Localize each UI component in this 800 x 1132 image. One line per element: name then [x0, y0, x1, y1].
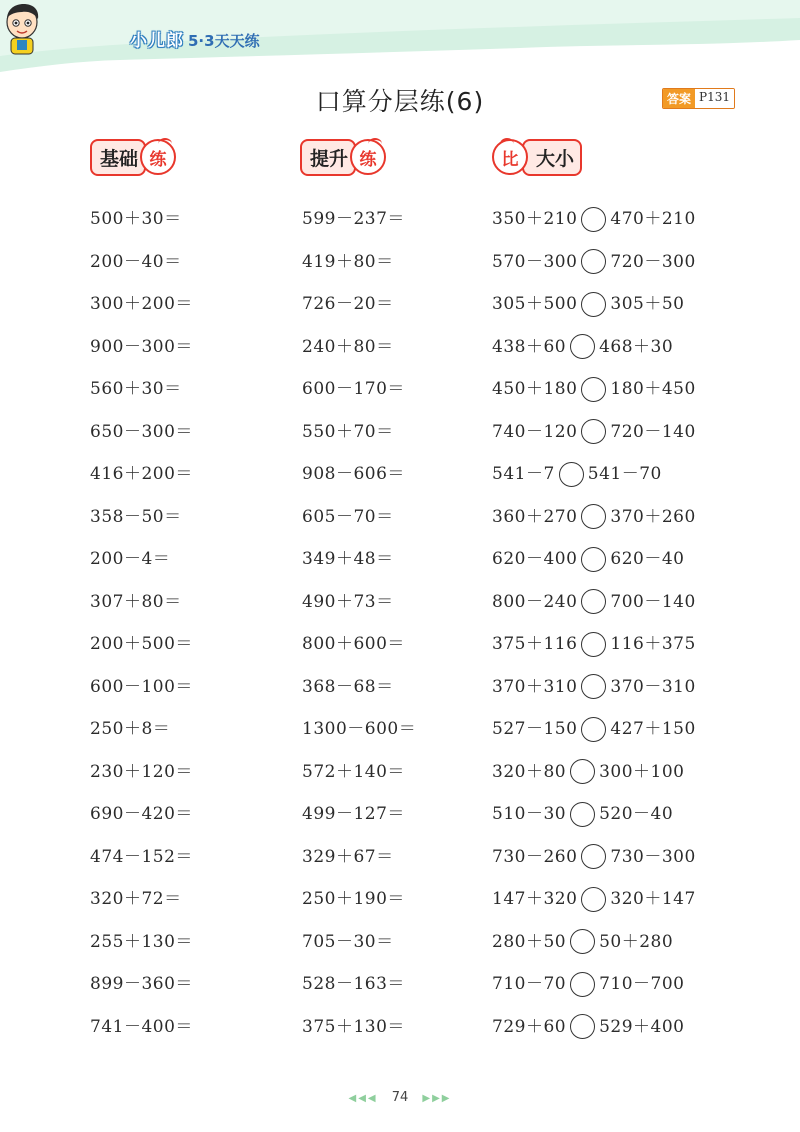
section-compare-circle: [492, 139, 528, 175]
compare-left-expression: 730－260: [492, 846, 578, 867]
basic-problem: 500＋30＝: [90, 209, 182, 229]
compare-right-expression: 50＋280: [599, 931, 674, 952]
compare-left-expression: 360＋270: [492, 506, 578, 527]
section-basic-label: 基础: [90, 139, 146, 176]
answer-circle[interactable]: [581, 292, 606, 317]
basic-problem: 200＋500＝: [90, 634, 193, 654]
compare-left-expression: 729＋60: [492, 1016, 567, 1037]
answer-circle[interactable]: [581, 674, 606, 699]
compare-right-expression: 720－300: [610, 251, 696, 272]
basic-problem: 416＋200＝: [90, 464, 193, 484]
advance-problem: 329＋67＝: [302, 846, 394, 867]
answer-circle[interactable]: [570, 334, 595, 359]
answer-circle[interactable]: [581, 887, 606, 912]
advance-problem: 349＋48＝: [302, 549, 394, 569]
basic-problem: 300＋200＝: [90, 294, 193, 314]
advance-problem: 572＋140＝: [302, 761, 405, 782]
compare-problem: [492, 921, 696, 964]
advance-problem: 419＋80＝: [302, 251, 394, 272]
compare-right-expression: 370－310: [610, 676, 696, 697]
compare-problem: [492, 963, 696, 1006]
arrow-arc-icon: [158, 138, 172, 150]
page-title: 口算分层练(6): [315, 87, 485, 116]
answer-circle[interactable]: [581, 419, 606, 444]
brand-logo: 小儿郎: [130, 31, 184, 51]
compare-problem: [492, 241, 696, 284]
compare-problem: [492, 878, 696, 921]
compare-problem: [492, 836, 696, 879]
compare-problem: [492, 538, 696, 581]
section-compare-label: 大小: [522, 139, 582, 176]
answer-tag: [662, 88, 735, 109]
compare-problem: [492, 283, 696, 326]
compare-column: [492, 198, 696, 1048]
compare-problem: [492, 708, 696, 751]
header-band: [0, 0, 800, 72]
section-basic-circle: [140, 139, 176, 175]
compare-left-expression: 350＋210: [492, 209, 578, 229]
compare-right-expression: 520－40: [599, 804, 674, 824]
advance-problem: 490＋73＝: [302, 591, 394, 612]
compare-right-expression: 541－70: [587, 464, 662, 484]
advance-problem: 528－163＝: [302, 974, 405, 994]
answer-circle[interactable]: [581, 377, 606, 402]
compare-problem: [492, 666, 696, 709]
basic-problem: 899－360＝: [90, 974, 193, 994]
compare-right-expression: 305＋50: [610, 294, 685, 314]
answer-circle[interactable]: [581, 589, 606, 614]
section-advance-circle-text: 练: [359, 149, 377, 170]
compare-left-expression: 541－7: [492, 464, 555, 484]
compare-left-expression: 740－120: [492, 421, 578, 442]
advance-problem: 240＋80＝: [302, 336, 394, 357]
basic-problem: 255＋130＝: [90, 931, 193, 952]
compare-left-expression: 527－150: [492, 719, 578, 739]
section-basic-circle-text: 练: [149, 149, 167, 170]
arrow-arc-icon: [368, 138, 382, 150]
compare-right-expression: 468＋30: [599, 336, 674, 357]
compare-left-expression: 370＋310: [492, 676, 578, 697]
answer-page: P131: [695, 89, 734, 108]
basic-problem: 900－300＝: [90, 336, 193, 357]
compare-right-expression: 700－140: [610, 591, 696, 612]
basic-problem: 600－100＝: [90, 676, 193, 697]
compare-problem: [492, 581, 696, 624]
advance-column: [302, 198, 416, 1048]
basic-problem: 250＋8＝: [90, 719, 171, 739]
compare-left-expression: 510－30: [492, 804, 567, 824]
compare-left-expression: 320＋80: [492, 761, 567, 782]
footer-arrows-left-icon: ◀◀◀: [348, 1093, 378, 1104]
advance-problem: 550＋70＝: [302, 421, 394, 442]
answer-circle[interactable]: [570, 759, 595, 784]
advance-problem: 600－170＝: [302, 379, 405, 399]
answer-circle[interactable]: [581, 504, 606, 529]
basic-problem: 320＋72＝: [90, 889, 182, 909]
advance-problem: 726－20＝: [302, 294, 394, 314]
basic-problem: 690－420＝: [90, 804, 193, 824]
basic-problem: 230＋120＝: [90, 761, 193, 782]
answer-circle[interactable]: [581, 207, 606, 232]
compare-right-expression: 427＋150: [610, 719, 696, 739]
compare-left-expression: 147＋320: [492, 889, 578, 909]
arrow-arc-icon: [500, 138, 514, 150]
answer-circle[interactable]: [570, 929, 595, 954]
compare-problem: [492, 368, 696, 411]
basic-problem: 741－400＝: [90, 1016, 193, 1037]
advance-problem: 368－68＝: [302, 676, 394, 697]
advance-problem: 375＋130＝: [302, 1016, 405, 1037]
compare-problem: [492, 198, 696, 241]
footer-arrows-right-icon: ▶▶▶: [422, 1093, 452, 1104]
answer-circle[interactable]: [581, 717, 606, 742]
section-advance-circle: [350, 139, 386, 175]
answer-circle[interactable]: [581, 632, 606, 657]
advance-problem: 605－70＝: [302, 506, 394, 527]
basic-problem: 650－300＝: [90, 421, 193, 442]
compare-problem: [492, 751, 696, 794]
compare-left-expression: 280＋50: [492, 931, 567, 952]
answer-circle[interactable]: [570, 1014, 595, 1039]
basic-problem: 200－4＝: [90, 549, 171, 569]
answer-circle[interactable]: [570, 972, 595, 997]
answer-circle[interactable]: [581, 547, 606, 572]
compare-right-expression: 720－140: [610, 421, 696, 442]
compare-left-expression: 438＋60: [492, 336, 567, 357]
compare-right-expression: 620－40: [610, 549, 685, 569]
compare-problem: [492, 623, 696, 666]
section-compare-circle-text: 比: [501, 149, 519, 170]
compare-problem: [492, 453, 696, 496]
compare-problem: [492, 793, 696, 836]
answer-circle[interactable]: [581, 844, 606, 869]
basic-problem: 560＋30＝: [90, 379, 182, 399]
compare-problem: [492, 326, 696, 369]
basic-problem: 474－152＝: [90, 846, 193, 867]
answer-circle[interactable]: [581, 249, 606, 274]
page-number: 74: [391, 1090, 409, 1105]
mascot-icon: [0, 0, 44, 56]
section-compare-badge: [492, 138, 582, 176]
compare-left-expression: 620－400: [492, 549, 578, 569]
section-advance-label: 提升: [300, 139, 356, 176]
advance-problem: 705－30＝: [302, 931, 394, 952]
basic-problem: 307＋80＝: [90, 591, 182, 612]
brand-series: 5·3天天练: [188, 32, 260, 50]
compare-left-expression: 450＋180: [492, 379, 578, 399]
compare-left-expression: 375＋116: [492, 634, 578, 654]
section-basic-badge: [90, 138, 176, 176]
advance-problem: 499－127＝: [302, 804, 405, 824]
compare-right-expression: 370＋260: [610, 506, 696, 527]
answer-circle[interactable]: [570, 802, 595, 827]
advance-problem: 599－237＝: [302, 209, 405, 229]
answer-label: 答案: [663, 89, 695, 108]
compare-right-expression: 300＋100: [599, 761, 685, 782]
basic-problem: 358－50＝: [90, 506, 182, 527]
header-wave: [0, 0, 800, 72]
compare-problem: [492, 1006, 696, 1049]
compare-left-expression: 710－70: [492, 974, 567, 994]
compare-right-expression: 180＋450: [610, 379, 696, 399]
compare-problem: [492, 411, 696, 454]
basic-column: [90, 198, 193, 1048]
compare-right-expression: 710－700: [599, 974, 685, 994]
basic-problem: 200－40＝: [90, 251, 182, 272]
advance-problem: 908－606＝: [302, 464, 405, 484]
compare-right-expression: 730－300: [610, 846, 696, 867]
compare-left-expression: 305＋500: [492, 294, 578, 314]
compare-right-expression: 470＋210: [610, 209, 696, 229]
answer-circle[interactable]: [559, 462, 584, 487]
compare-right-expression: 529＋400: [599, 1016, 685, 1037]
compare-left-expression: 570－300: [492, 251, 578, 272]
compare-problem: [492, 496, 696, 539]
section-advance-badge: [300, 138, 386, 176]
compare-right-expression: 116＋375: [610, 634, 696, 654]
brand: [130, 26, 260, 51]
compare-left-expression: 800－240: [492, 591, 578, 612]
footer: [0, 1090, 800, 1105]
advance-problem: 800＋600＝: [302, 634, 405, 654]
advance-problem: 1300－600＝: [302, 719, 417, 739]
compare-right-expression: 320＋147: [610, 889, 696, 909]
advance-problem: 250＋190＝: [302, 889, 405, 909]
